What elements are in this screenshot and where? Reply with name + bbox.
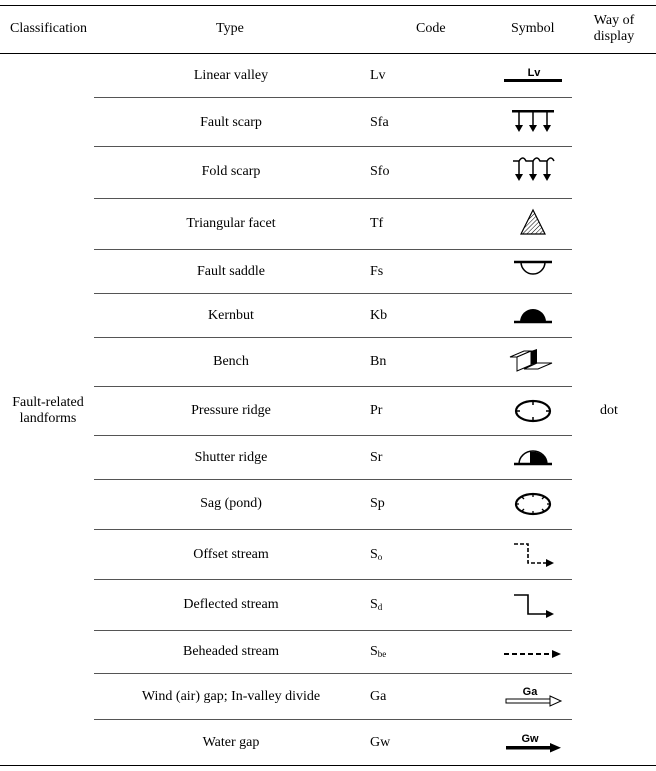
code-base: S [370, 597, 378, 612]
row-separator [94, 249, 572, 250]
row-separator [94, 673, 572, 674]
row-separator [94, 337, 572, 338]
row-type-beheaded-stream: Beheaded stream [182, 644, 279, 659]
row-code-fault-saddle: Fs [370, 264, 384, 279]
row-code-wind-gap: Ga [370, 689, 387, 704]
linear-valley-symbol-text: Lv [527, 67, 541, 79]
row-type-deflected-stream: Deflected stream [183, 597, 279, 612]
row-code-shutter-ridge: Sr [370, 450, 383, 465]
row-type-water-gap: Water gap [202, 735, 260, 750]
row-type-fault-saddle: Fault saddle [196, 264, 266, 279]
classification-line1: Fault-related [12, 395, 84, 410]
header-bottom-rule [0, 53, 656, 54]
table-bottom-rule [0, 765, 656, 766]
row-separator [94, 529, 572, 530]
row-code-deflected-stream [370, 597, 382, 613]
beheaded-stream-icon [494, 638, 574, 670]
row-type-fold-scarp: Fold scarp [201, 164, 261, 179]
header-code: Code [416, 21, 446, 36]
row-code-triangular-facet: Tf [370, 216, 384, 231]
row-code-fault-scarp: Sfa [370, 115, 389, 130]
row-separator [94, 97, 572, 98]
header-type: Type [216, 21, 244, 36]
fold-scarp-icon [494, 155, 574, 187]
fault-scarp-icon [494, 106, 574, 138]
row-separator [94, 146, 572, 147]
water-gap-icon [494, 728, 574, 760]
row-type-wind-gap: Wind (air) gap; In-valley divide [141, 689, 321, 704]
row-code-beheaded-stream [370, 644, 386, 660]
row-code-bench: Bn [370, 354, 387, 369]
header-way-line1: Way of [593, 13, 635, 28]
row-separator [94, 719, 572, 720]
linear-valley-icon [494, 62, 574, 94]
classification-cell [4, 395, 92, 427]
code-base: S [370, 644, 378, 659]
offset-stream-icon [494, 538, 574, 570]
row-separator [94, 293, 572, 294]
row-separator [94, 630, 572, 631]
row-code-linear-valley: Lv [370, 68, 386, 83]
row-code-water-gap: Gw [370, 735, 391, 750]
code-subscript: o [377, 552, 383, 562]
sag-pond-icon [494, 488, 574, 520]
wind-gap-icon [494, 681, 574, 713]
header-symbol: Symbol [511, 21, 555, 36]
header-way-line2: display [593, 29, 635, 44]
code-base: S [370, 547, 378, 562]
row-separator [94, 579, 572, 580]
row-separator [94, 386, 572, 387]
pressure-ridge-icon [494, 395, 574, 427]
row-code-offset-stream [370, 547, 382, 563]
kernbut-icon [494, 299, 574, 331]
row-type-pressure-ridge: Pressure ridge [191, 403, 271, 418]
row-type-shutter-ridge: Shutter ridge [194, 450, 268, 465]
fault-saddle-icon [494, 255, 574, 287]
classification-line2: landforms [19, 411, 77, 426]
row-separator [94, 198, 572, 199]
header-classification: Classification [10, 21, 87, 36]
table-top-rule [0, 5, 656, 6]
row-code-pressure-ridge: Pr [370, 403, 383, 418]
water-gap-symbol-text: Gw [521, 733, 539, 745]
row-type-fault-scarp: Fault scarp [200, 115, 262, 130]
way-of-display-value: dot [600, 403, 618, 418]
row-code-sag-pond: Sp [370, 496, 385, 511]
row-type-bench: Bench [213, 354, 249, 369]
bench-icon [494, 346, 574, 378]
row-code-fold-scarp: Sfo [370, 164, 390, 179]
wind-gap-symbol-text: Ga [522, 686, 538, 698]
row-type-linear-valley: Linear valley [193, 68, 269, 83]
row-type-triangular-facet: Triangular facet [186, 216, 276, 231]
row-type-offset-stream: Offset stream [193, 547, 269, 562]
code-subscript: be [377, 649, 387, 659]
deflected-stream-icon [494, 589, 574, 621]
code-subscript: d [377, 602, 383, 612]
row-separator [94, 479, 572, 480]
triangular-facet-icon [494, 207, 574, 239]
row-separator [94, 435, 572, 436]
header-way-of-display [580, 13, 648, 45]
row-type-sag-pond: Sag (pond) [200, 496, 262, 511]
row-code-kernbut: Kb [370, 308, 388, 323]
shutter-ridge-icon [494, 441, 574, 473]
row-type-kernbut: Kernbut [208, 308, 254, 323]
